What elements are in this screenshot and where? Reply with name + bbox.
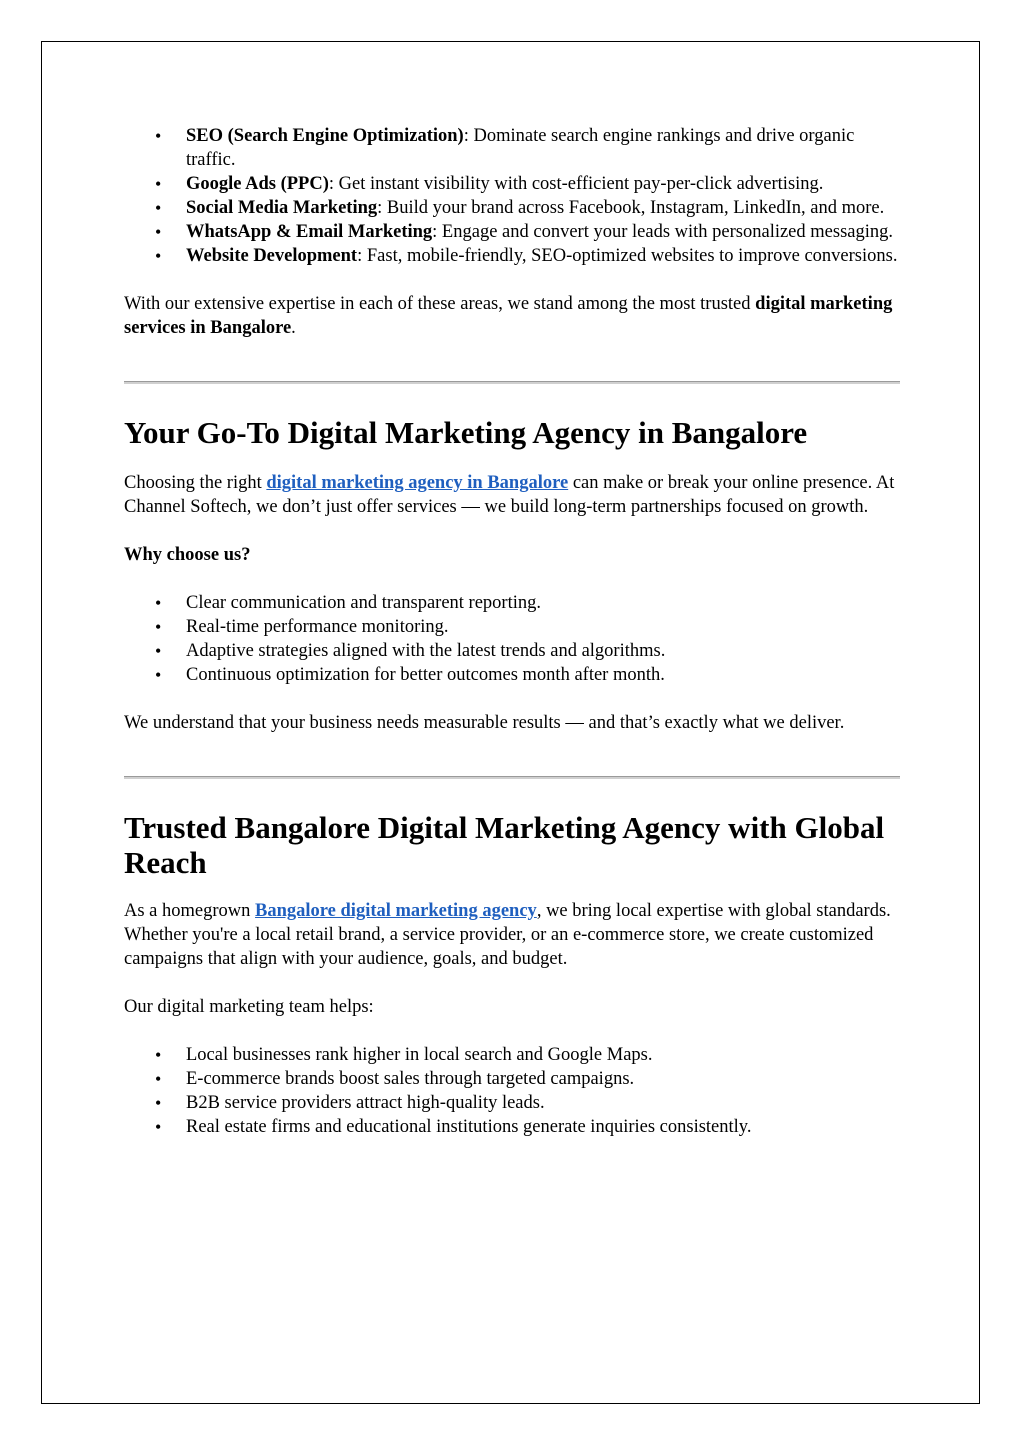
service-title: Website Development	[186, 246, 358, 266]
expertise-text: With our extensive expertise in each of these areas, we stand among the most trusted	[124, 294, 756, 314]
service-text: : Get instant visibility with cost-efficient pay-per-click advertising.	[328, 174, 824, 194]
service-text: : Fast, mobile-friendly, SEO-optimized websites to improve conversions.	[357, 246, 898, 266]
section1-intro	[124, 471, 900, 519]
expertise-end: .	[291, 318, 296, 338]
team-helps-title: Our digital marketing team helps:	[124, 997, 374, 1017]
document-content	[124, 124, 900, 1139]
list-item: • Local businesses rank higher in local search and Google Maps.	[186, 1043, 900, 1067]
section1-closing: We understand that your business needs measurable results — and that’s exactly what we deliver.	[124, 713, 845, 733]
expertise-bold: digital marketing services in Bangalore	[124, 294, 893, 338]
service-text: : Build your brand across Facebook, Instagram, LinkedIn, and more.	[377, 198, 885, 218]
intro-text-before: Choosing the right	[124, 473, 267, 493]
service-title: SEO (Search Engine Optimization)	[186, 126, 464, 146]
why-choose-title	[124, 543, 900, 567]
list-item: • E-commerce brands boost sales through targeted campaigns.	[186, 1067, 900, 1091]
intro-text-after: can make or break your online presence. At Channel Softech, we don’t just offer services — we build long-term partnerships focused on growth.	[124, 473, 895, 517]
service-text: : Dominate search engine rankings and drive organic traffic.	[186, 126, 855, 170]
list-item	[186, 124, 900, 172]
list-item: • Real-time performance monitoring.	[186, 615, 900, 639]
service-title: Google Ads (PPC)	[186, 174, 329, 194]
section-divider	[124, 776, 900, 779]
list-item: • Adaptive strategies aligned with the latest trends and algorithms.	[186, 639, 900, 663]
service-title: Social Media Marketing	[186, 198, 378, 218]
why-choose-list	[124, 591, 900, 687]
section-heading: Your Go-To Digital Marketing Agency in Bangalore	[124, 415, 808, 450]
service-text: : Engage and convert your leads with personalized messaging.	[432, 222, 893, 242]
list-item: • Continuous optimization for better outcomes month after month.	[186, 663, 900, 687]
service-title: WhatsApp & Email Marketing	[186, 222, 433, 242]
section-heading: Trusted Bangalore Digital Marketing Agency with Global Reach	[124, 810, 885, 880]
section2-intro	[124, 899, 900, 971]
expertise-paragraph	[124, 292, 900, 340]
agency-link[interactable]: digital marketing agency in Bangalore	[266, 473, 569, 493]
list-item	[186, 220, 900, 244]
list-item	[186, 244, 900, 268]
services-list	[124, 124, 900, 268]
list-item: • B2B service providers attract high-quality leads.	[186, 1091, 900, 1115]
why-choose-label: Why choose us?	[124, 545, 251, 565]
intro-text-after: , we bring local expertise with global standards. Whether you're a local retail brand, a service provider, or an e-commerce store, we create customized campaigns that align with your audience, goals, and budget.	[124, 901, 891, 969]
intro-text-before: As a homegrown	[124, 901, 256, 921]
list-item	[186, 172, 900, 196]
list-item: • Real estate firms and educational institutions generate inquiries consistently.	[186, 1115, 900, 1139]
list-item	[186, 196, 900, 220]
bangalore-agency-link[interactable]: Bangalore digital marketing agency	[255, 901, 537, 921]
section-divider	[124, 381, 900, 384]
list-item: • Clear communication and transparent reporting.	[186, 591, 900, 615]
team-helps-list	[124, 1043, 900, 1139]
